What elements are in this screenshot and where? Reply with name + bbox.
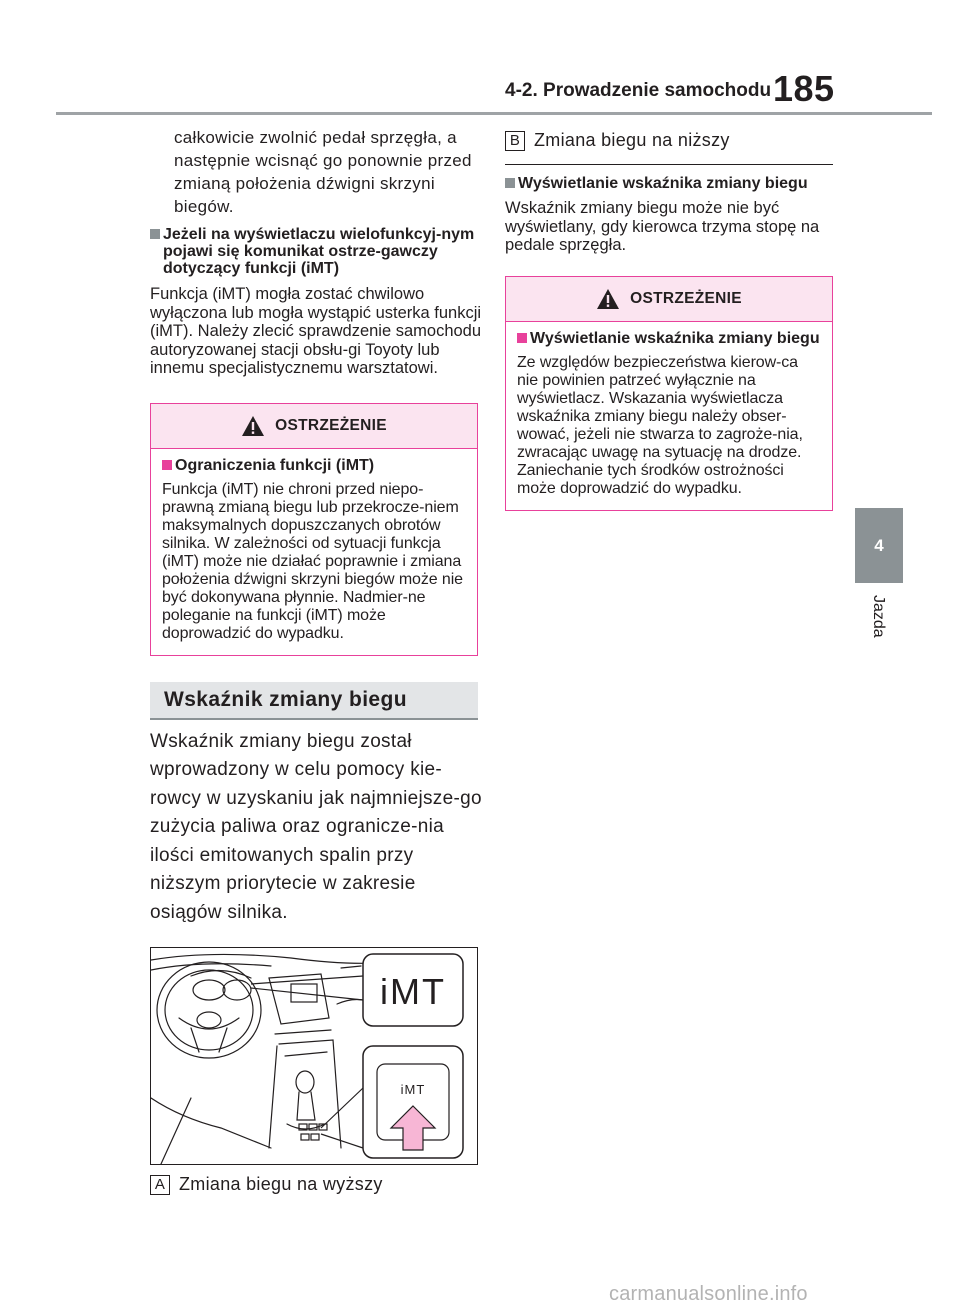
page-header [0, 0, 960, 120]
note-heading-display [505, 175, 833, 192]
imt-indicator-small: iMT [400, 1082, 426, 1097]
caption-a-text: Zmiana biegu na wyższy [179, 1174, 383, 1194]
note-heading-imt-message [150, 226, 482, 277]
warning-header [506, 277, 832, 322]
warning-text: Funkcja (iMT) nie chroni przed niepo-prawną zmianą biegu lub przekrocze-niem maksymalnych dopuszczanych obrotów silnika. W zależności od sytuacji funkcja (iMT) może nie działać poprawnie i zmiana położenia dźwigni skrzyni biegów może nie być dokonywana płynnie. Nadmier-ne poleganie na funkcji (iMT) może doprowadzić do wypadku. [162, 480, 463, 642]
watermark: carmanualsonline.info [609, 1283, 808, 1305]
warning-header [151, 404, 477, 449]
warning-subheading-text: Wyświetlanie wskaźnika zmiany biegu [530, 329, 820, 347]
caption-letter-a: A [150, 1175, 170, 1195]
section-banner [150, 682, 478, 720]
caption-a [150, 1174, 482, 1195]
section-lead-text: Wskaźnik zmiany biegu został wprowadzony w celu pomocy kie-rowcy w uzyskaniu jak najmniejsze-go zużycia paliwa oraz ogranicze-nia ilości emitowanych spalin przy niższym priorytecie w zakresie osiągów silnika. [150, 730, 482, 923]
caption-b [505, 130, 833, 151]
square-bullet-icon [517, 333, 527, 343]
note-text-imt-message: Funkcja (iMT) mogła zostać chwilowo wyłączona lub mogła wystąpić usterka funkcji (iMT). Należy zlecić sprawdzenie samochodu autoryzowanej stacji obsłu-gi Toyoty lub innemu specjalistycznemu warsztatowi. [150, 285, 482, 377]
header-rule [56, 112, 932, 115]
warning-triangle-icon [596, 288, 620, 310]
right-column [505, 126, 833, 511]
note-text-display: Wskaźnik zmiany biegu może nie być wyświetlany, gdy kierowca trzyma stopę na pedale sprzęgła. [505, 199, 820, 254]
chapter-tab [855, 508, 903, 583]
note-heading-display-text: Wyświetlanie wskaźnika zmiany biegu [518, 175, 808, 192]
shift-indicator-figure [150, 947, 478, 1165]
square-bullet-icon [505, 178, 515, 188]
square-bullet-icon [150, 229, 160, 239]
chapter-tab-number: 4 [874, 535, 884, 555]
warning-subheading [517, 330, 822, 348]
column-rule [505, 164, 833, 165]
chapter-tab-label: Jazda [870, 595, 887, 638]
section-title: Wskaźnik zmiany biegu [164, 687, 407, 711]
header-section-title: 4-2. Prowadzenie samochodu [505, 80, 772, 101]
imt-indicator-large: iMT [380, 971, 446, 1012]
warning-box-display [505, 276, 833, 511]
page-number: 185 [773, 68, 835, 109]
warning-title: OSTRZEŻENIE [275, 416, 387, 434]
warning-triangle-icon [241, 415, 265, 437]
warning-box-imt-limits [150, 403, 478, 656]
left-column [150, 126, 482, 1195]
warning-title: OSTRZEŻENIE [630, 289, 742, 307]
caption-letter-b: B [505, 131, 525, 151]
warning-subheading [162, 457, 467, 475]
warning-subheading-text: Ograniczenia funkcji (iMT) [175, 456, 375, 474]
warning-text: Ze względów bezpieczeństwa kierow-ca nie powinien patrzeć wyłącznie na wyświetlacz. Wskazania wyświetlacza wskaźnika zmiany biegu należy obser-wować, jeżeli nie stwarza to zagroże-nia, zwracając uwagę na sytuację na drodze. Zaniechanie tych środków ostrożności może doprowadzić do wypadku. [517, 353, 803, 497]
dashboard-illustration [151, 948, 477, 1164]
continuation-text: całkowicie zwolnić pedał sprzęgła, a następnie wcisnąć go ponownie przed zmianą położenia dźwigni skrzyni biegów. [174, 128, 472, 216]
caption-b-text: Zmiana biegu na niższy [534, 130, 730, 150]
note-heading-text: Jeżeli na wyświetlaczu wielofunkcyj-nym pojawi się komunikat ostrze-gawczy dotyczący funkcji (iMT) [163, 226, 475, 277]
square-bullet-icon [162, 460, 172, 470]
